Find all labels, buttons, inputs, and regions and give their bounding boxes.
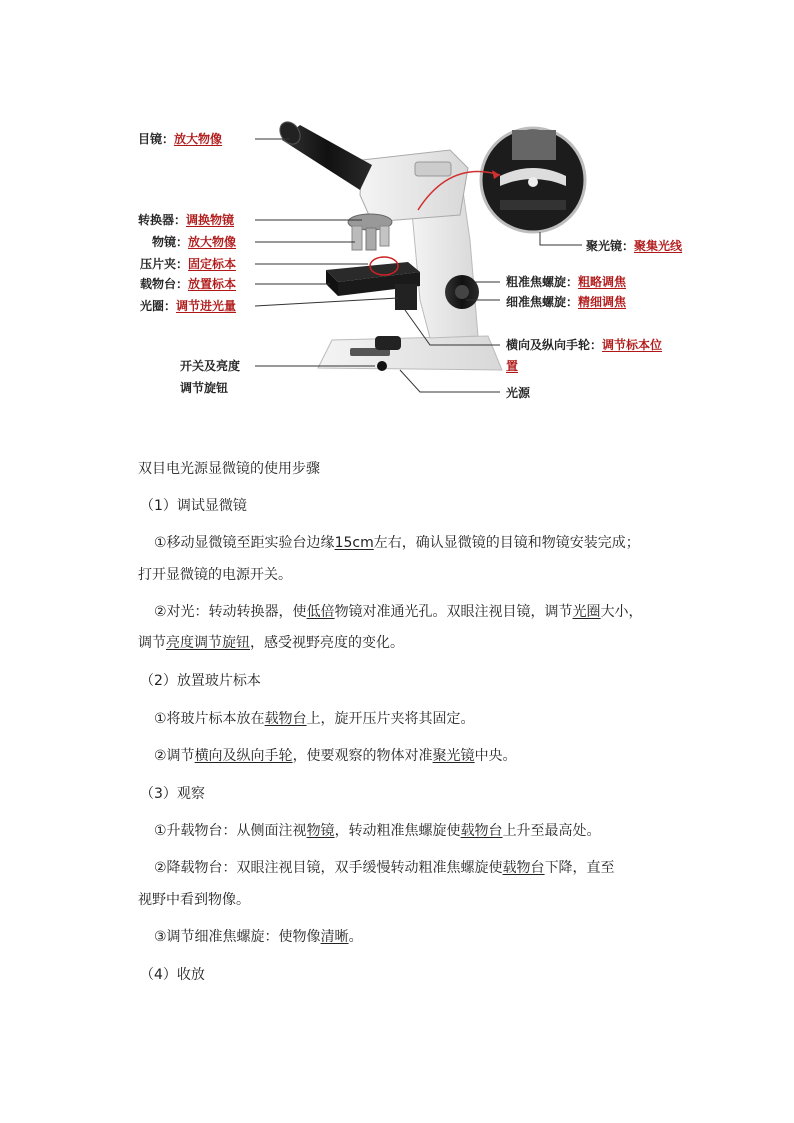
label-stage-knob-func-2: 置: [506, 359, 519, 373]
s3-p3-pre: ③调节细准焦螺旋：使物像: [154, 929, 321, 945]
s3-p2-pre: ②降载物台：双眼注视目镜，双手缓慢转动粗准焦螺旋使: [154, 860, 503, 876]
s1-p1-pre: ①移动显微镜至距实验台边缘: [154, 535, 335, 551]
label-coarse-func: 粗略调焦: [578, 275, 627, 289]
microscope-illustration: [0, 0, 794, 440]
label-objective-func: 放大物像: [188, 235, 237, 249]
s1-para1-line1: [154, 534, 640, 552]
s1-p2-end: 大小，: [600, 604, 643, 620]
s3-p1-post: 上升至最高处。: [502, 823, 601, 839]
section-3-heading: （3）观察: [140, 786, 205, 802]
section-2-heading: （2）放置玻片标本: [140, 673, 261, 689]
label-switch-1: 开关及亮度: [180, 359, 241, 373]
s2-para2: [154, 747, 517, 765]
label-stage-knob-name: 横向及纵向手轮：: [506, 338, 603, 352]
s2-p1-pre: ①将玻片标本放在: [154, 711, 265, 727]
zoom-objective: [512, 130, 556, 160]
s3-p1-mid: ，转动粗准焦螺旋使: [334, 823, 461, 839]
s1-p2b-post: ，感受视野亮度的变化。: [250, 635, 404, 651]
label-clip-func: 固定标本: [188, 257, 237, 271]
fine-focus-knob: [455, 285, 469, 299]
s1-p2-post: 物镜对准通光孔。双眼注视目镜，调节: [334, 604, 573, 620]
label-stage-knob-2: [506, 359, 518, 373]
s3-para2-line2: 视野中看到物像。: [138, 892, 250, 908]
s1-p2-pre: ②对光：转动转换器，使: [154, 604, 307, 620]
label-condenser-func: 聚集光线: [634, 239, 683, 253]
s3-p2-post: 下降，直至: [544, 860, 615, 876]
label-eyepiece: [138, 132, 222, 146]
microscope-base: [318, 336, 502, 370]
s2-p1-underlined: 载物台: [264, 711, 307, 727]
label-condenser: [586, 239, 682, 253]
s2-p2-underlined-2: 聚光镜: [432, 748, 475, 764]
s2-p2-post: 中央。: [474, 748, 517, 764]
label-objective-name: 物镜：: [152, 235, 189, 249]
s3-p1-underlined: 物镜: [306, 823, 335, 839]
label-switch-2: 调节旋钮: [180, 381, 229, 395]
label-diaphragm: [140, 299, 236, 313]
objective-1: [352, 226, 362, 250]
s1-p2b-underlined: 亮度调节旋钮: [166, 635, 250, 651]
s1-para2-line2: [138, 634, 404, 652]
s3-p3-underlined: 清晰: [320, 929, 349, 945]
section-4-heading: （4）收放: [140, 967, 205, 983]
label-fine-name: 细准焦螺旋：: [506, 295, 579, 309]
s2-p2-underlined: 横向及纵向手轮: [194, 748, 293, 764]
s3-p3-post: 。: [348, 929, 363, 945]
label-nosepiece-func: 调换物镜: [186, 213, 235, 227]
s2-p1-post: 上，旋开压片夹将其固定。: [306, 711, 475, 727]
s1-p1-unit: cm: [352, 535, 374, 551]
label-clip-name: 压片夹：: [140, 257, 189, 271]
s1-p2-underlined-2: 光圈: [572, 604, 601, 620]
label-diaphragm-func: 调节进光量: [176, 299, 237, 313]
s3-para3: [154, 928, 363, 946]
label-condenser-name: 聚光镜：: [586, 239, 635, 253]
label-nosepiece-name: 转换器：: [138, 213, 187, 227]
label-stage-knob-func-1: 调节标本位: [602, 338, 663, 352]
label-clip: [140, 257, 236, 271]
label-stage-func: 放置标本: [188, 277, 237, 291]
light-source-housing: [375, 336, 401, 350]
head-window: [415, 162, 451, 176]
label-coarse-name: 粗准焦螺旋：: [506, 275, 579, 289]
stage-knob-body: [395, 284, 417, 310]
zoom-light-hole: [528, 177, 538, 187]
microscope-head: [360, 150, 468, 222]
objective-2: [366, 228, 376, 250]
s2-p2-pre: ②调节: [154, 748, 195, 764]
label-nosepiece: [138, 213, 234, 227]
label-fine: [506, 295, 626, 309]
s1-p2-underlined: 低倍: [306, 604, 335, 620]
label-stage-knob: [506, 338, 662, 352]
s2-p2-mid: ，使要观察的物体对准: [292, 748, 433, 764]
objective-3: [380, 226, 389, 246]
zoom-stage: [500, 200, 566, 210]
s3-p1-pre: ①升载物台：从侧面注视: [154, 823, 307, 839]
label-diaphragm-name: 光圈：: [140, 299, 177, 313]
label-eyepiece-name: 目镜：: [138, 132, 175, 146]
label-light: 光源: [506, 386, 531, 400]
microscope-figure: [0, 0, 794, 440]
s1-p1-underlined: 15: [334, 535, 353, 551]
label-stage: [140, 277, 236, 291]
s3-para2-line1: [154, 859, 615, 877]
s1-para1-line2: 打开显微镜的电源开关。: [138, 567, 292, 583]
s1-p2b-pre: 调节: [138, 635, 166, 651]
doc-title: 双目电光源显微镜的使用步骤: [138, 461, 320, 477]
s3-p1-underlined-2: 载物台: [460, 823, 503, 839]
switch-knob: [377, 361, 387, 371]
label-eyepiece-func: 放大物像: [174, 132, 223, 146]
s3-para1: [154, 822, 601, 840]
label-objective: [152, 235, 236, 249]
label-fine-func: 精细调焦: [578, 295, 627, 309]
s1-para2-line1: [154, 603, 643, 621]
s1-p1-post: 左右，确认显微镜的目镜和物镜安装完成；: [373, 535, 640, 551]
s2-para1: [154, 710, 475, 728]
section-1-heading: （1）调试显微镜: [140, 498, 247, 514]
label-coarse: [506, 275, 626, 289]
label-stage-name: 载物台：: [140, 277, 189, 291]
s3-p2-underlined: 载物台: [502, 860, 545, 876]
